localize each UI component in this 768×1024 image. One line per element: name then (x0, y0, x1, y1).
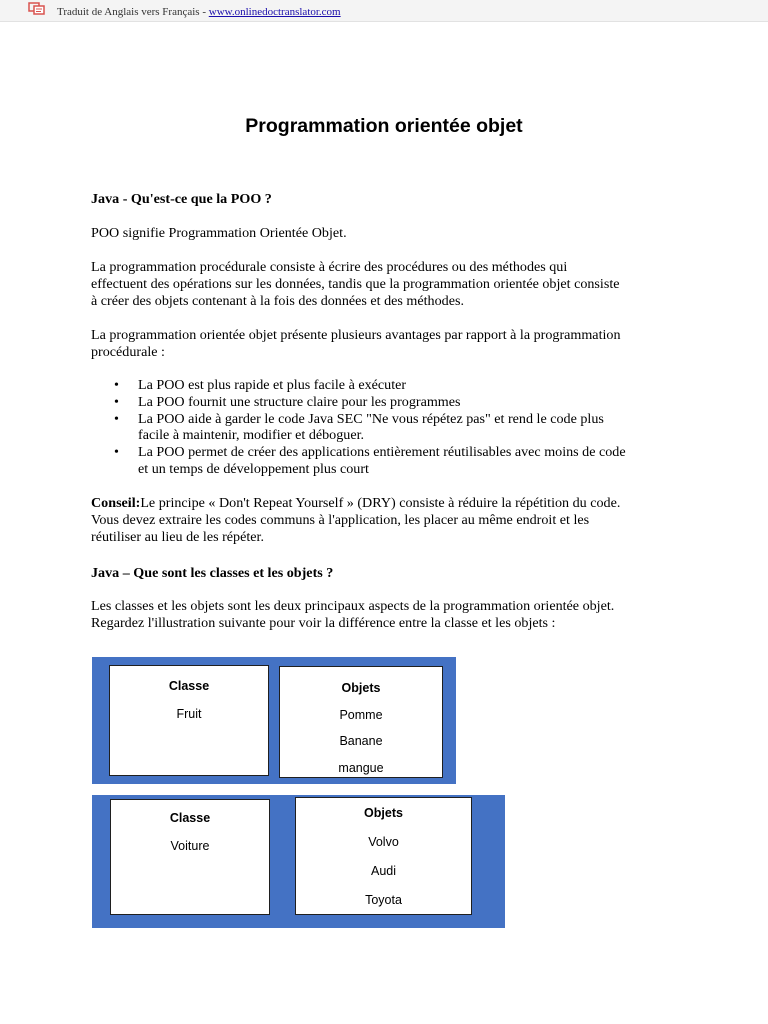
paragraph-line: Vous devez extraire les codes communs à l'application, les placer au même endroit et les (91, 511, 590, 528)
page-title: Programmation orientée objet (245, 115, 523, 137)
class-item: Voiture (170, 839, 210, 853)
bullet-icon: • (114, 444, 119, 461)
object-item: Banane (339, 734, 383, 748)
objects-title: Objets (341, 681, 381, 695)
paragraph-line: La programmation procédurale consiste à écrire des procédures ou des méthodes qui (91, 259, 568, 275)
bullet-icon: • (114, 410, 119, 427)
section-heading-classes: Java – Que sont les classes et les objets ? (91, 565, 334, 581)
paragraph-advantages (91, 327, 691, 361)
bullet-icon: • (114, 377, 119, 393)
translator-credit (57, 6, 341, 18)
advantages-list (91, 377, 691, 478)
paragraph-line: procédurale : (91, 343, 165, 360)
object-item: Toyota (365, 893, 402, 907)
paragraph-line: Les classes et les objets sont les deux principaux aspects de la programmation orientée objet. (91, 598, 615, 614)
class-objects-diagram-fruit (92, 657, 456, 784)
list-item: • La POO permet de créer des applications entièrement réutilisables avec moins de code et un temps de développement plus court (114, 444, 626, 477)
object-item: Audi (370, 864, 397, 878)
translator-link[interactable]: www.onlinedoctranslator.com (208, 6, 341, 18)
object-item: Volvo (368, 835, 399, 849)
object-item: mangue (338, 761, 384, 775)
objects-box (295, 797, 472, 915)
paragraph-line: La programmation orientée objet présente plusieurs avantages par rapport à la programmation (91, 327, 621, 343)
translator-bar (0, 0, 768, 22)
objects-title: Objets (364, 806, 403, 820)
objects-box (279, 666, 443, 778)
paragraph-line: Regardez l'illustration suivante pour voir la différence entre la classe et les objets : (91, 614, 556, 631)
tip-paragraph: Conseil:Le principe « Don't Repeat Yourself » (DRY) consiste à réduire la répétition du code. Vous devez extraire les codes communs à l'application, les placer au même endroit et les réutiliser au lieu de les répéter. (91, 495, 621, 545)
list-item: • La POO fournit une structure claire pour les programmes (114, 393, 461, 410)
object-item: Pomme (339, 708, 383, 722)
paragraph-line: effectuent des opérations sur les données, tandis que la programmation orientée objet consiste (91, 275, 620, 292)
class-title: Classe (169, 811, 211, 825)
class-title: Classe (168, 679, 210, 693)
class-box (110, 799, 270, 915)
tip-label: Conseil: (91, 495, 141, 511)
class-item: Fruit (176, 707, 202, 721)
class-objects-diagram-car (92, 795, 505, 928)
paragraph-line: à créer des objets contenant à la fois des données et des méthodes. (91, 292, 464, 309)
translator-prefix: Traduit de Anglais vers Français - (57, 6, 209, 18)
paragraph-classes-objects (91, 598, 691, 632)
paragraph-poo-definition: POO signifie Programmation Orientée Objet. (91, 225, 347, 241)
translator-logo-icon (28, 2, 46, 16)
paragraph-procedural (91, 259, 691, 309)
bullet-icon: • (114, 393, 119, 410)
class-box (109, 665, 269, 776)
section-heading-poo: Java - Qu'est-ce que la POO ? (91, 191, 272, 207)
paragraph-line: réutiliser au lieu de les répéter. (91, 528, 264, 545)
list-item: • La POO aide à garder le code Java SEC "Ne vous répétez pas" et rend le code plus facile à maintenir, modifier et déboguer. (114, 410, 604, 444)
list-item: • La POO est plus rapide et plus facile à exécuter (114, 377, 407, 393)
